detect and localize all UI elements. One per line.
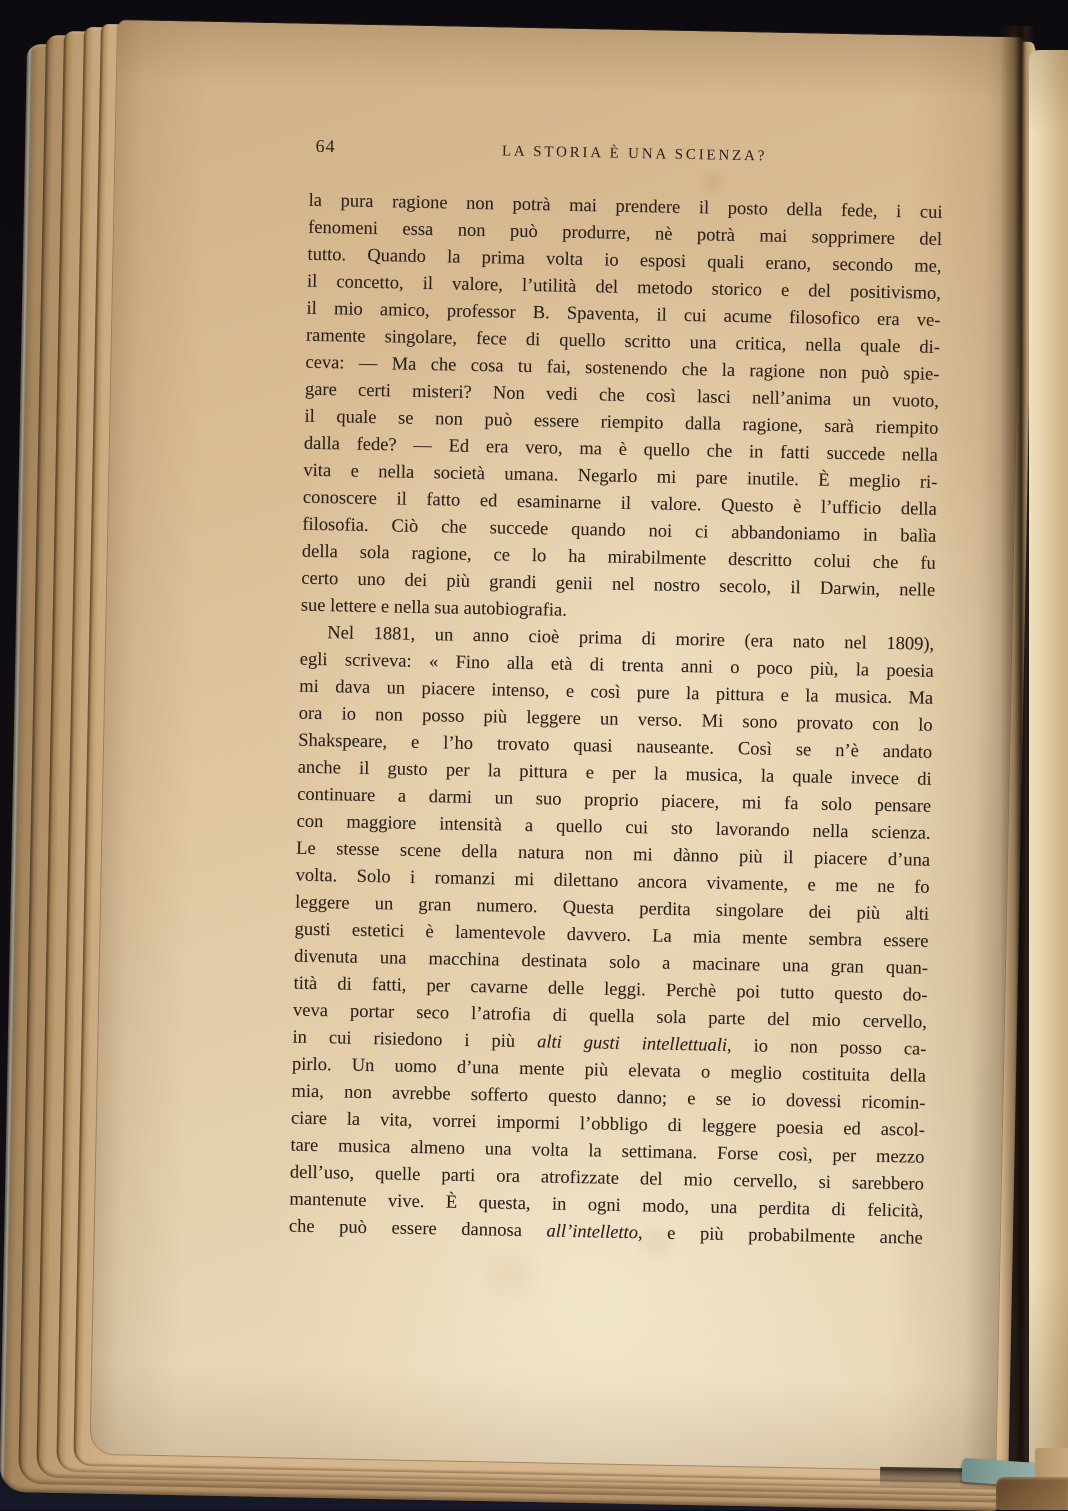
body-text-line: ora io non posso più leggere un verso. Mi sono provato con lo: [298, 703, 933, 736]
body-text-line: che può essere dannosa all’intelletto, e più probabilmente anche: [288, 1216, 923, 1249]
book-page: [90, 20, 1022, 1471]
body-text-line: il quale se non può essere riempito dalla ragione, sarà riempito: [304, 406, 939, 439]
body-text-line: pirlo. Un uomo d’una mente più elevata o meglio costituita della: [291, 1054, 927, 1087]
body-text-line: mia, non avrebbe sofferto questo danno; e se io dovessi ricomin-: [291, 1081, 926, 1114]
body-text-line: Nel 1881, un anno cioè prima di morire (era nato nel 1809),: [327, 623, 935, 655]
body-text-line: veva portar seco l’atrofia di quella sola parte del mio cervello,: [292, 1000, 928, 1033]
body-text-line: leggere un gran numero. Questa perdita singolare dei più alti: [294, 892, 930, 925]
body-text-line: gusti estetici è lamentevole davvero. La mia mente sembra essere: [294, 919, 929, 952]
page-text-area: [289, 135, 944, 1253]
body-text-line: Shakspeare, e l’ho trovato quasi nauseante. Così se n’è andato: [298, 730, 933, 763]
body-text-line: gare certi misteri? Non vedi che così lasci nell’anima un vuoto,: [304, 379, 940, 412]
binding-leather: [996, 1477, 1068, 1510]
body-text-line: egli scriveva: « Fino alla età di trenta anni o poco più, la poesia: [299, 649, 934, 682]
body-text-line: volta. Solo i romanzi mi dilettano ancora vivamente, e me ne fo: [295, 865, 930, 898]
body-text-line: vita e nella società umana. Negarlo mi pare inutile. È meglio ri-: [303, 460, 938, 493]
body-text-line: filosofia. Ciò che succede quando noi ci abbandoniamo in balìa: [302, 514, 937, 547]
body-text-line: della sola ragione, ce lo ha mirabilmente descritto colui che fu: [301, 541, 936, 574]
body-text-line: ciare la vita, vorrei impormi l’obbligo di leggere poesia ed ascol-: [290, 1108, 926, 1141]
body-text-line: Le stesse scene della natura non mi dànno più il piacere d’una: [295, 838, 931, 871]
body-text-line: in cui risiedono i più alti gusti intellettuali, io non posso ca-: [292, 1027, 927, 1060]
body-text-line: dalla fede? — Ed era vero, ma è quello che in fatti succede nella: [303, 433, 938, 466]
body-text-line: divenuta una macchina destinata solo a macinare una gran quan-: [293, 946, 929, 979]
running-header: LA STORIA È UNA SCIENZA?: [501, 143, 768, 165]
page-number: 64: [315, 135, 336, 157]
body-text-line: la pura ragione non potrà mai prendere il posto della fede, i cui: [308, 190, 943, 223]
body-text: [289, 188, 943, 1253]
body-text-line: sue lettere e nella sua autobiografia.: [300, 595, 568, 621]
body-text-line: ceva: — Ma che cosa tu fai, sostenendo che la ragione non può spie-: [305, 352, 940, 385]
body-text-line: con maggiore intensità a quello cui sto lavorando nella scienza.: [296, 811, 931, 844]
facing-page-edge: [1029, 50, 1068, 1464]
body-text-line: certo uno dei più grandi genii nel nostro secolo, il Darwin, nelle: [301, 568, 936, 601]
body-text-line: mi dava un piacere intenso, e così pure la pittura e la musica. Ma: [299, 676, 934, 709]
page-head: [309, 135, 943, 173]
body-text-line: tutto. Quando la prima volta io esposi quali erano, secondo me,: [307, 244, 942, 277]
body-text-line: il mio amico, professor B. Spaventa, il cui acume filosofico era ve-: [306, 298, 941, 331]
body-text-line: dell’uso, quelle parti ora atrofizzate del mio cervello, si sarebbero: [289, 1162, 924, 1195]
body-text-line: fenomeni essa non può produrre, nè potrà mai sopprimere del: [307, 217, 943, 250]
body-text-line: il concetto, il valore, l’utilità del metodo storico e del positivismo,: [306, 271, 942, 304]
body-text-line: mantenute vive. È questa, in ogni modo, una perdita di felicità,: [289, 1189, 924, 1222]
body-text-line: tare musica almeno una volta la settimana. Forse così, per mezzo: [290, 1135, 925, 1168]
body-text-line: anche il gusto per la pittura e per la musica, la quale invece di: [297, 757, 932, 790]
body-text-line: ramente singolare, fece di quello scritto una critica, nella quale di-: [305, 325, 941, 358]
body-text-line: conoscere il fatto ed esaminarne il valore. Questo è l’ufficio della: [302, 487, 937, 520]
body-text-line: tità di fatti, per cavarne delle leggi. Perchè poi tutto questo do-: [293, 973, 928, 1006]
body-text-line: continuare a darmi un suo proprio piacere, mi fa solo pensare: [296, 784, 932, 817]
